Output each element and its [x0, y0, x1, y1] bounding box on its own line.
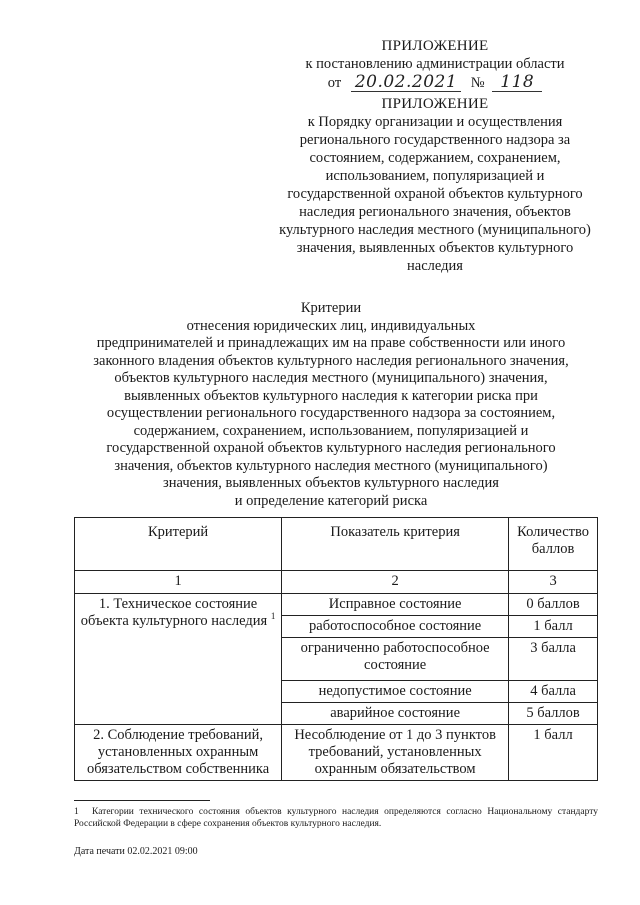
- appendix-title: ПРИЛОЖЕНИЕ: [381, 38, 489, 54]
- appendix-line: значения, выявленных объектов культурного: [296, 240, 574, 256]
- number-prefix: №: [470, 75, 485, 91]
- appendix-line: наследия регионального значения, объектов: [299, 204, 571, 220]
- appendix-header-decree: [270, 37, 600, 91]
- score-cell: 5 баллов: [509, 703, 598, 725]
- criteria-line: выявленных объектов культурного наследия к категории риска при: [124, 387, 538, 404]
- handwritten-date: 20.02.2021: [351, 73, 461, 92]
- table-row: [75, 725, 598, 781]
- appendix-line: к Порядку организации и осуществления: [307, 114, 563, 130]
- score-cell: 4 балла: [509, 681, 598, 703]
- criteria-heading: [66, 300, 596, 510]
- appendix-line: государственной охраной объектов культурного: [287, 186, 583, 202]
- score-cell: 1 балл: [509, 616, 598, 638]
- criterion-cell: [75, 594, 282, 725]
- footnote-text: Категории технического состояния объектов культурного наследия определяются согласно Национальному стандарту Российской Федерации в сфере сохранения объектов культурного наследия.: [74, 807, 598, 829]
- footnote: [74, 806, 598, 830]
- footnote-ref: 1: [270, 611, 276, 622]
- criteria-line: содержанием, сохранением, использованием, популяризацией и: [133, 422, 529, 439]
- indicator-cell: работоспособное состояние: [282, 616, 509, 638]
- appendix-title: ПРИЛОЖЕНИЕ: [381, 96, 489, 112]
- footnote-separator: [74, 800, 210, 801]
- appendix-line: наследия: [407, 258, 463, 274]
- header-criterion: Критерий: [75, 518, 282, 571]
- score-cell: 3 балла: [509, 638, 598, 681]
- criterion-cell: 2. Соблюдение требований, установленных охранным обязательством собственника: [75, 725, 282, 781]
- criteria-line: и определение категорий риска: [234, 492, 428, 509]
- indicator-cell: аварийное состояние: [282, 703, 509, 725]
- criterion-text: 1. Техническое состояние объекта культурного наследия: [80, 596, 268, 629]
- indicator-cell: недопустимое состояние: [282, 681, 509, 703]
- decree-date-line: [270, 73, 600, 91]
- criteria-line: осуществлении регионального государственного надзора за состоянием,: [106, 405, 556, 421]
- print-date: Дата печати 02.02.2021 09:00: [74, 846, 198, 857]
- appendix-header-procedure: [270, 95, 600, 275]
- date-prefix: от: [327, 75, 342, 91]
- criteria-title: Критерии: [300, 300, 362, 316]
- criteria-line: отнесения юридических лиц, индивидуальных: [186, 317, 476, 334]
- footnote-number: 1: [74, 807, 79, 817]
- criteria-line: законного владения объектов культурного наследия регионального значения,: [93, 352, 569, 369]
- appendix-line: использованием, популяризацией и: [325, 168, 545, 184]
- column-number: 3: [509, 571, 598, 594]
- appendix-line: состоянием, содержанием, сохранением,: [309, 150, 561, 166]
- header-indicator: Показатель критерия: [282, 518, 509, 571]
- table-header-row: [75, 518, 598, 571]
- indicator-cell: Исправное состояние: [282, 594, 509, 616]
- appendix-decree-line: к постановлению администрации области: [305, 56, 565, 72]
- criteria-line: значения, выявленных объектов культурного наследия: [163, 475, 499, 491]
- column-number: 2: [282, 571, 509, 594]
- criteria-table: [74, 517, 598, 781]
- criteria-line: государственной охраной объектов культурного наследия регионального: [106, 440, 556, 456]
- score-cell: 1 балл: [509, 725, 598, 781]
- handwritten-number: 118: [492, 73, 542, 92]
- criteria-line: значения, объектов культурного наследия местного (муниципального): [114, 457, 548, 474]
- column-number: 1: [75, 571, 282, 594]
- appendix-line: регионального государственного надзора за: [299, 132, 571, 148]
- table-row: [75, 594, 598, 616]
- score-cell: 0 баллов: [509, 594, 598, 616]
- appendix-line: культурного наследия местного (муниципального): [279, 222, 591, 238]
- criteria-line: объектов культурного наследия местного (муниципального) значения,: [114, 370, 548, 386]
- table-number-row: [75, 571, 598, 594]
- header-score: Количество баллов: [509, 518, 598, 571]
- indicator-cell: Несоблюдение от 1 до 3 пунктов требований, установленных охранным обязательством: [282, 725, 509, 781]
- criteria-line: предпринимателей и принадлежащих им на праве собственности или иного: [96, 335, 566, 351]
- indicator-cell: ограниченно работоспособное состояние: [282, 638, 509, 681]
